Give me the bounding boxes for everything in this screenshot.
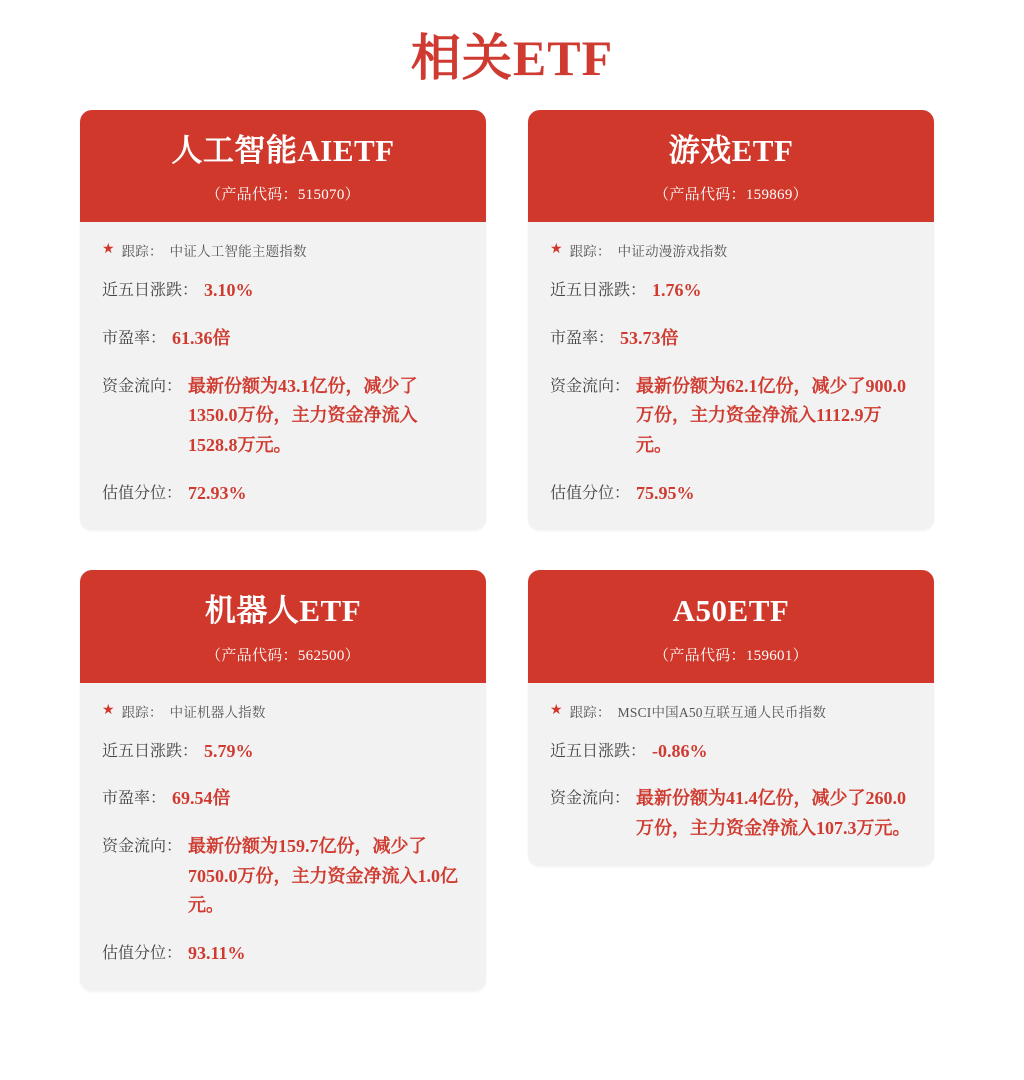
star-icon: ★ (550, 242, 563, 258)
etf-name: 机器人ETF (204, 593, 362, 629)
etf-five-day-row (550, 276, 912, 306)
etf-flow-row (550, 372, 912, 461)
etf-five-day-label: 近五日涨跌： (102, 742, 199, 760)
etf-valuation-label: 估值分位： (102, 484, 183, 502)
star-icon: ★ (102, 242, 115, 258)
etf-code: （产品代码：159869） (654, 187, 808, 204)
etf-code: （产品代码：515070） (206, 187, 360, 204)
etf-track-row (550, 240, 912, 260)
etf-card-header (80, 570, 486, 682)
etf-card[interactable] (80, 570, 486, 990)
etf-track-value: 中证人工智能主题指数 (169, 244, 307, 260)
etf-flow-label: 资金流向： (102, 377, 183, 395)
etf-flow-row (102, 832, 464, 921)
etf-track-value: 中证动漫游戏指数 (617, 244, 728, 260)
etf-track-label: 跟踪： (121, 244, 163, 260)
etf-five-day-row (102, 276, 464, 306)
etf-five-day-label: 近五日涨跌： (550, 742, 647, 760)
etf-card[interactable] (528, 110, 934, 530)
etf-card-body (528, 683, 934, 866)
etf-five-day-label: 近五日涨跌： (550, 282, 647, 300)
etf-code: （产品代码：159601） (654, 647, 808, 664)
etf-name: 人工智能AIETF (171, 133, 395, 168)
etf-track-label: 跟踪： (569, 704, 611, 720)
etf-pe-value: 53.73倍 (620, 327, 679, 348)
etf-flow-label: 资金流向： (550, 790, 631, 808)
etf-flow-row (550, 784, 912, 843)
etf-track-row (102, 240, 464, 260)
etf-pe-label: 市盈率： (102, 329, 167, 347)
star-icon: ★ (102, 702, 115, 718)
etf-valuation-value: 75.95% (636, 482, 695, 503)
etf-pe-row (102, 324, 464, 354)
etf-card-header (80, 110, 486, 222)
etf-track-row (102, 701, 464, 721)
etf-track-label: 跟踪： (569, 244, 611, 260)
etf-five-day-row (102, 737, 464, 767)
etf-flow-label: 资金流向： (102, 837, 183, 855)
etf-flow-value: 最新份额为62.1亿份，减少了900.0万份，主力资金净流入1112.9万元。 (636, 375, 907, 455)
star-icon: ★ (550, 702, 563, 718)
etf-code: （产品代码：562500） (206, 647, 360, 664)
etf-valuation-label: 估值分位： (550, 484, 631, 502)
etf-card-header (528, 570, 934, 682)
etf-pe-value: 69.54倍 (172, 788, 231, 809)
etf-pe-label: 市盈率： (102, 790, 167, 808)
etf-valuation-row (550, 479, 912, 509)
etf-card-grid (80, 110, 944, 991)
etf-card[interactable] (528, 570, 934, 865)
etf-five-day-row (550, 737, 912, 767)
etf-card[interactable] (80, 110, 486, 530)
etf-flow-label: 资金流向： (550, 377, 631, 395)
etf-track-value: MSCI中国A50互联互通人民币指数 (617, 704, 827, 720)
etf-card-body (528, 222, 934, 530)
etf-five-day-value: 1.76% (652, 280, 702, 301)
etf-five-day-label: 近五日涨跌： (102, 282, 199, 300)
etf-flow-value: 最新份额为159.7亿份，减少了7050.0万份，主力资金净流入1.0亿元。 (188, 835, 459, 916)
etf-card-body (80, 683, 486, 991)
etf-card-body (80, 222, 486, 530)
etf-valuation-value: 93.11% (188, 942, 246, 963)
etf-pe-row (550, 324, 912, 354)
etf-five-day-value: 3.10% (204, 280, 254, 301)
etf-track-label: 跟踪： (121, 704, 163, 720)
page-title: 相关ETF (410, 30, 614, 86)
etf-flow-value: 最新份额为41.4亿份，减少了260.0万份，主力资金净流入107.3万元。 (636, 788, 911, 838)
etf-pe-label: 市盈率： (550, 329, 615, 347)
etf-valuation-label: 估值分位： (102, 944, 183, 962)
etf-track-row (550, 701, 912, 721)
etf-pe-row (102, 784, 464, 814)
etf-card-header (528, 110, 934, 222)
etf-valuation-row (102, 939, 464, 969)
etf-valuation-row (102, 479, 464, 509)
etf-valuation-value: 72.93% (188, 482, 247, 503)
etf-five-day-value: -0.86% (652, 740, 708, 761)
etf-name: 游戏ETF (668, 133, 794, 168)
etf-track-value: 中证机器人指数 (169, 704, 266, 720)
etf-five-day-value: 5.79% (204, 740, 254, 761)
etf-pe-value: 61.36倍 (172, 327, 231, 348)
etf-name: A50ETF (672, 593, 790, 629)
etf-flow-value: 最新份额为43.1亿份，减少了1350.0万份，主力资金净流入1528.8万元。 (188, 375, 418, 455)
etf-flow-row (102, 372, 464, 461)
